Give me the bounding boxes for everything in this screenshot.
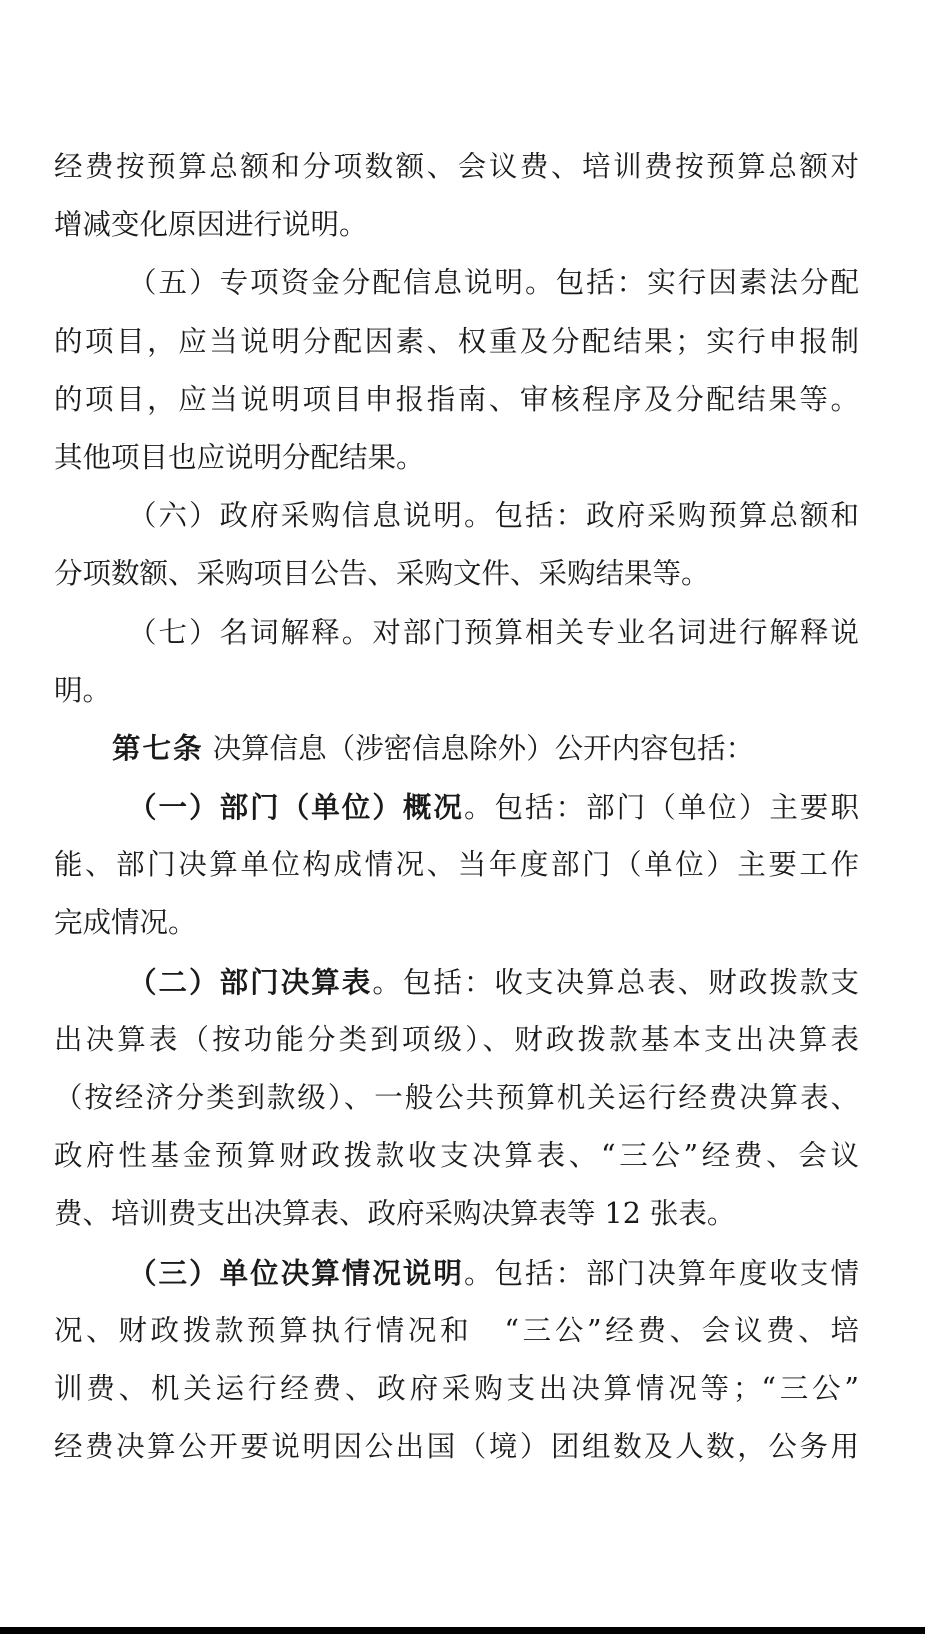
paragraph-line: 增减变化原因进行说明。 xyxy=(54,208,368,242)
paragraph-line: 的项目，应当说明分配因素、权重及分配结果；实行申报制 xyxy=(54,324,859,358)
paragraph-line: 出决算表（按功能分类到项级）、财政拨款基本支出决算表 xyxy=(54,1022,859,1056)
paragraph-line: （按经济分类到款级）、一般公共预算机关运行经费决算表、 xyxy=(54,1081,859,1114)
paragraph-line: 分项数额、采购项目公告、采购文件、采购结果等。 xyxy=(54,557,710,591)
paragraph-line: （六）政府采购信息说明。包括：政府采购预算总额和 xyxy=(128,499,859,533)
paragraph-line: 其他项目也应说明分配结果。 xyxy=(54,440,425,474)
paragraph-line: （五）专项资金分配信息说明。包括：实行因素法分配 xyxy=(128,266,859,300)
paragraph-line: 费、培训费支出决算表、政府采购决算表等 12 张表。 xyxy=(54,1197,736,1231)
paragraph-line: 明。 xyxy=(54,673,112,707)
document-page xyxy=(54,138,859,1476)
item-label: （二）部门决算表 xyxy=(128,964,373,999)
article-seven-heading xyxy=(54,720,859,778)
paragraph-line: 政府性基金预算财政拨款收支决算表、“三公”经费、会议 xyxy=(54,1139,859,1173)
paragraph-line: 训费、机关运行经费、政府采购支出决算情况等；“三公” xyxy=(54,1371,859,1405)
paragraph-line: 经费按预算总额和分项数额、会议费、培训费按预算总额对 xyxy=(54,150,859,183)
paragraph-line: 况、财政拨款预算执行情况和 “三公”经费、会议费、培 xyxy=(54,1313,859,1347)
item-text: 。包括：收支决算总表、财政拨款支 xyxy=(372,965,859,999)
paragraph-line: （七）名词解释。对部门预算相关专业名词进行解释说 xyxy=(128,615,859,649)
item-label: （一）部门（单位）概况 xyxy=(128,790,464,825)
item-text: 。包括：部门决算年度收支情 xyxy=(463,1256,859,1290)
paragraph-line: 经费决算公开要说明因公出国（境）团组数及人数，公务用 xyxy=(54,1430,859,1464)
article-text: 决算信息（涉密信息除外）公开内容包括： xyxy=(212,731,755,765)
item-three-heading-line xyxy=(54,1244,859,1302)
item-one-heading-line xyxy=(54,778,859,836)
article-label: 第七条 xyxy=(112,731,204,765)
paragraph-line: 能、部门决算单位构成情况、当年度部门（单位）主要工作 xyxy=(54,848,859,882)
paragraph-line: 完成情况。 xyxy=(54,906,197,940)
item-two-heading-line xyxy=(54,953,859,1011)
item-label: （三）单位决算情况说明 xyxy=(128,1255,464,1290)
bottom-border-line xyxy=(0,1627,925,1634)
item-text: 。包括：部门（单位）主要职 xyxy=(463,791,859,825)
paragraph-line: 的项目，应当说明项目申报指南、审核程序及分配结果等。 xyxy=(54,382,859,416)
